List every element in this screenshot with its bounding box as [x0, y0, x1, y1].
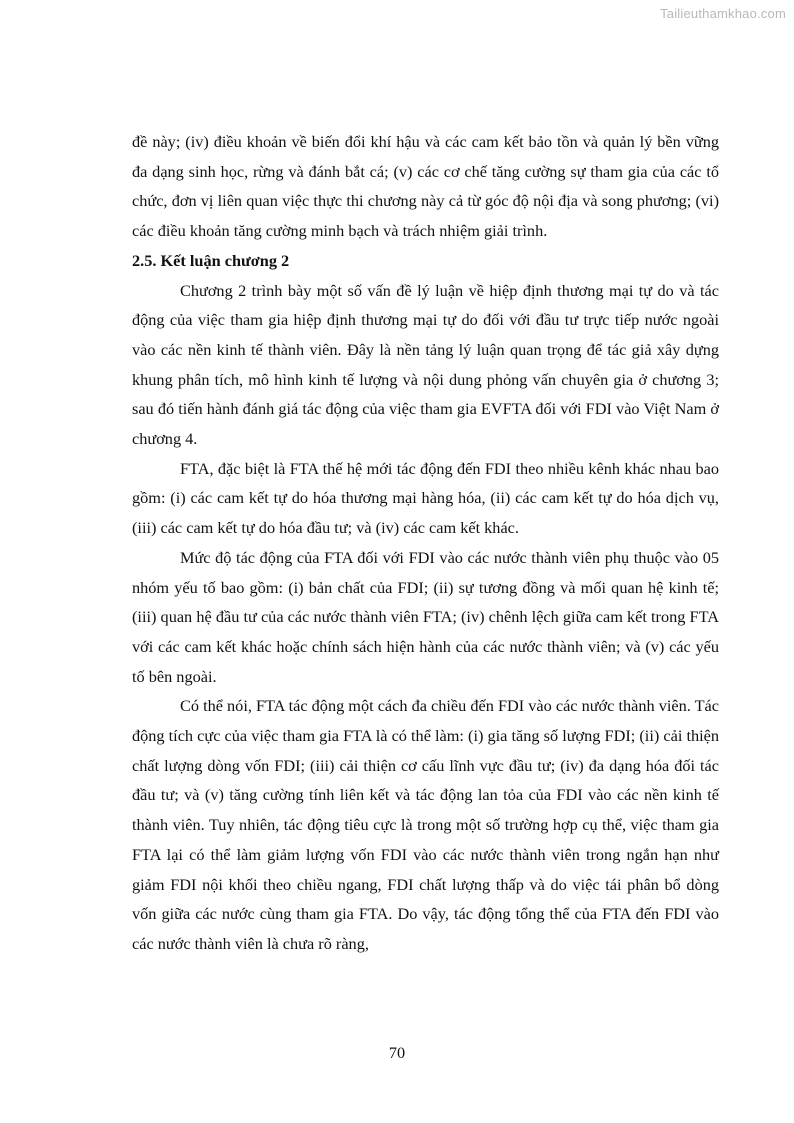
watermark-text: Tailieuthamkhao.com [660, 6, 786, 21]
section-heading: 2.5. Kết luận chương 2 [132, 250, 290, 270]
paragraph-continuation: đề này; (iv) điều khoản về biến đổi khí hậu và các cam kết bảo tồn và quản lý bền vững đa dạng sinh học, rừng và đánh bắt cá; (v) các cơ chế tăng cường sự tham gia của các tổ chức, đơn vị liên quan việc thực thi chương này cả từ góc độ nội địa và song phương; (vi) các điều khoản tăng cường minh bạch và trách nhiệm giải trình. [132, 132, 719, 241]
paragraph: Mức độ tác động của FTA đối với FDI vào các nước thành viên phụ thuộc vào 05 nhóm yếu tố bao gồm: (i) bản chất của FDI; (ii) sự tương đồng và mối quan hệ kinh tế; (iii) quan hệ đầu tư của các nước thành viên FTA; (iv) chênh lệch giữa cam kết trong FTA với các cam kết khác hoặc chính sách hiện hành của các nước thành viên; và (v) các yếu tố bên ngoài. [132, 547, 719, 686]
page-body [132, 127, 719, 959]
page-number: 70 [388, 1043, 406, 1062]
paragraph: Chương 2 trình bày một số vấn đề lý luận về hiệp định thương mại tự do và tác động của việc tham gia hiệp định thương mại tự do đối với đầu tư trực tiếp nước ngoài vào các nền kinh tế thành viên. Đây là nền tảng lý luận quan trọng để tác giả xây dựng khung phân tích, mô hình kinh tế lượng và nội dung phỏng vấn chuyên gia ở chương 3; sau đó tiến hành đánh giá tác động của việc tham gia EVFTA đối với FDI vào Việt Nam ở chương 4. [132, 280, 719, 449]
paragraph: Có thể nói, FTA tác động một cách đa chiều đến FDI vào các nước thành viên. Tác động tích cực của việc tham gia FTA là có thể làm: (i) gia tăng số lượng FDI; (ii) cải thiện chất lượng dòng vốn FDI; (iii) cải thiện cơ cấu lĩnh vực đầu tư; (iv) đa dạng hóa đối tác đầu tư; và (v) tăng cường tính liên kết và tác động lan tỏa của FDI vào các nền kinh tế thành viên. Tuy nhiên, tác động tiêu cực là trong một số trường hợp cụ thể, việc tham gia FTA lại có thể làm giảm lượng vốn FDI vào các nước thành viên trong ngắn hạn như giảm FDI nội khối theo chiều ngang, FDI chất lượng thấp và do việc tái phân bổ dòng vốn giữa các nước cùng tham gia FTA. Do vậy, tác động tổng thể của FTA đến FDI vào các nước thành viên là chưa rõ ràng, [132, 696, 719, 953]
paragraph: FTA, đặc biệt là FTA thế hệ mới tác động đến FDI theo nhiều kênh khác nhau bao gồm: (i) các cam kết tự do hóa thương mại hàng hóa, (ii) các cam kết tự do hóa dịch vụ, (iii) các cam kết tự do hóa đầu tư; và (iv) các cam kết khác. [132, 458, 719, 538]
